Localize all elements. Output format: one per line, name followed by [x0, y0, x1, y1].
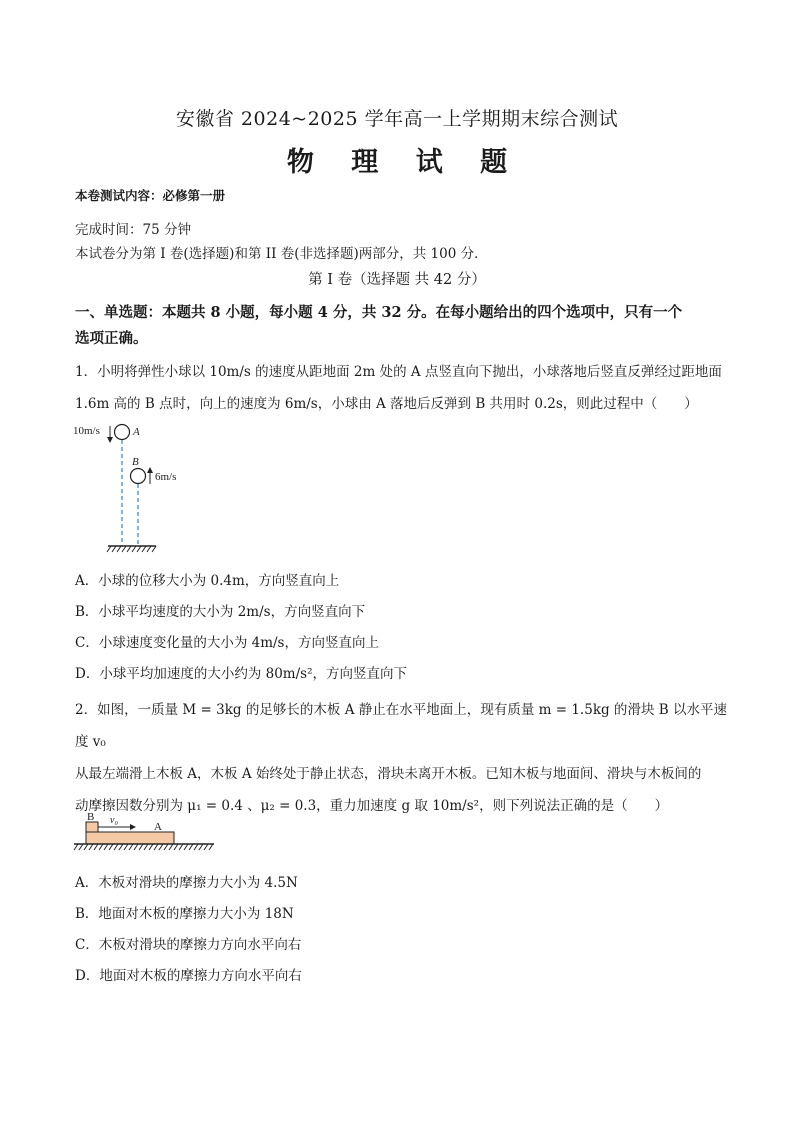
q2-block-b: [86, 822, 98, 832]
section1-heading-line2: 选项正确。: [75, 330, 148, 347]
exam-title: 安徽省 2024~2025 学年高一上学期期末综合测试: [175, 108, 619, 130]
q2-line2: 从最左端滑上木板 A，木板 A 始终处于静止状态，滑块未离开木板。已知木板与地面间、滑块与木板间的: [75, 766, 702, 782]
q1-label-b: B: [132, 456, 139, 468]
q1-option-a: A．小球的位移大小为 0.4m，方向竖直向上: [75, 573, 340, 589]
q2-option-b: B．地面对木板的摩擦力大小为 18N: [75, 906, 294, 922]
section1-heading: [75, 300, 725, 352]
q2-figure: [72, 810, 222, 856]
q1-arrow-up-head: [147, 467, 153, 473]
q2-line3: 动摩擦因数分别为 μ₁ = 0.4 、μ₂ = 0.3，重力加速度 g 取 10m/s²，则下列说法正确的是（ ）: [75, 798, 669, 814]
question-1: [75, 356, 727, 420]
q1-label-speed-a: 10m/s: [73, 425, 100, 437]
q1-option-d: D．小球平均加速度的大小约为 80m/s²，方向竖直向下: [75, 666, 407, 682]
content-label: 本卷测试内容：必修第一册: [75, 188, 226, 203]
q1-label-a: A: [133, 426, 140, 438]
q1-arrow-down-head: [107, 437, 113, 443]
q2-option-c: C．木板对滑块的摩擦力方向水平向右: [75, 937, 302, 953]
q2-velocity-arrow-head: [130, 824, 136, 830]
q2-ground-hatch: [74, 844, 213, 850]
structure-note: 本试卷分为第 I 卷(选择题)和第 II 卷(非选择题)两部分，共 100 分．: [75, 246, 488, 262]
q1-line2: 1.6m 高的 B 点时，向上的速度为 6m/s，小球由 A 落地后反弹到 B 共用时 0.2s，则此过程中（ ）: [75, 396, 698, 412]
q2-option-a: A．木板对滑块的摩擦力大小为 4.5N: [75, 875, 298, 891]
q1-ball-b: [131, 469, 146, 484]
q2-line1: 2．如图，一质量 M = 3kg 的足够长的木板 A 静止在水平地面上，现有质量 m = 1.5kg 的滑块 B 以水平速度 v₀: [75, 702, 727, 750]
q2-option-d: D．地面对木板的摩擦力方向水平向右: [75, 968, 302, 984]
q2-label-b: B: [87, 811, 95, 823]
q2-label-a: A: [154, 821, 162, 833]
q1-option-c: C．小球速度变化量的大小为 4m/s，方向竖直向上: [75, 635, 379, 651]
time-label: 完成时间：75 分钟: [75, 222, 191, 238]
section1-heading-line1: 一、单选题：本题共 8 小题，每小题 4 分，共 32 分。在每小题给出的四个选项中，只有一个: [75, 304, 683, 321]
q2-label-v0: v₀: [110, 815, 118, 826]
q1-label-speed-b: 6m/s: [155, 471, 177, 483]
subject-title: 物 理 试 题: [286, 147, 522, 178]
q2-board-a: [86, 832, 174, 844]
q1-option-b: B．小球平均速度的大小为 2m/s，方向竖直向下: [75, 604, 366, 620]
q1-ground-hatch: [107, 546, 156, 552]
question-2: [75, 694, 727, 822]
part1-heading: 第 I 卷（选择题 共 42 分）: [308, 272, 486, 288]
q1-ball-a: [115, 425, 130, 440]
q1-figure: [70, 418, 180, 558]
q1-line1: 1．小明将弹性小球以 10m/s 的速度从距地面 2m 处的 A 点竖直向下抛出，小球落地后竖直反弹经过距地面: [75, 364, 722, 380]
